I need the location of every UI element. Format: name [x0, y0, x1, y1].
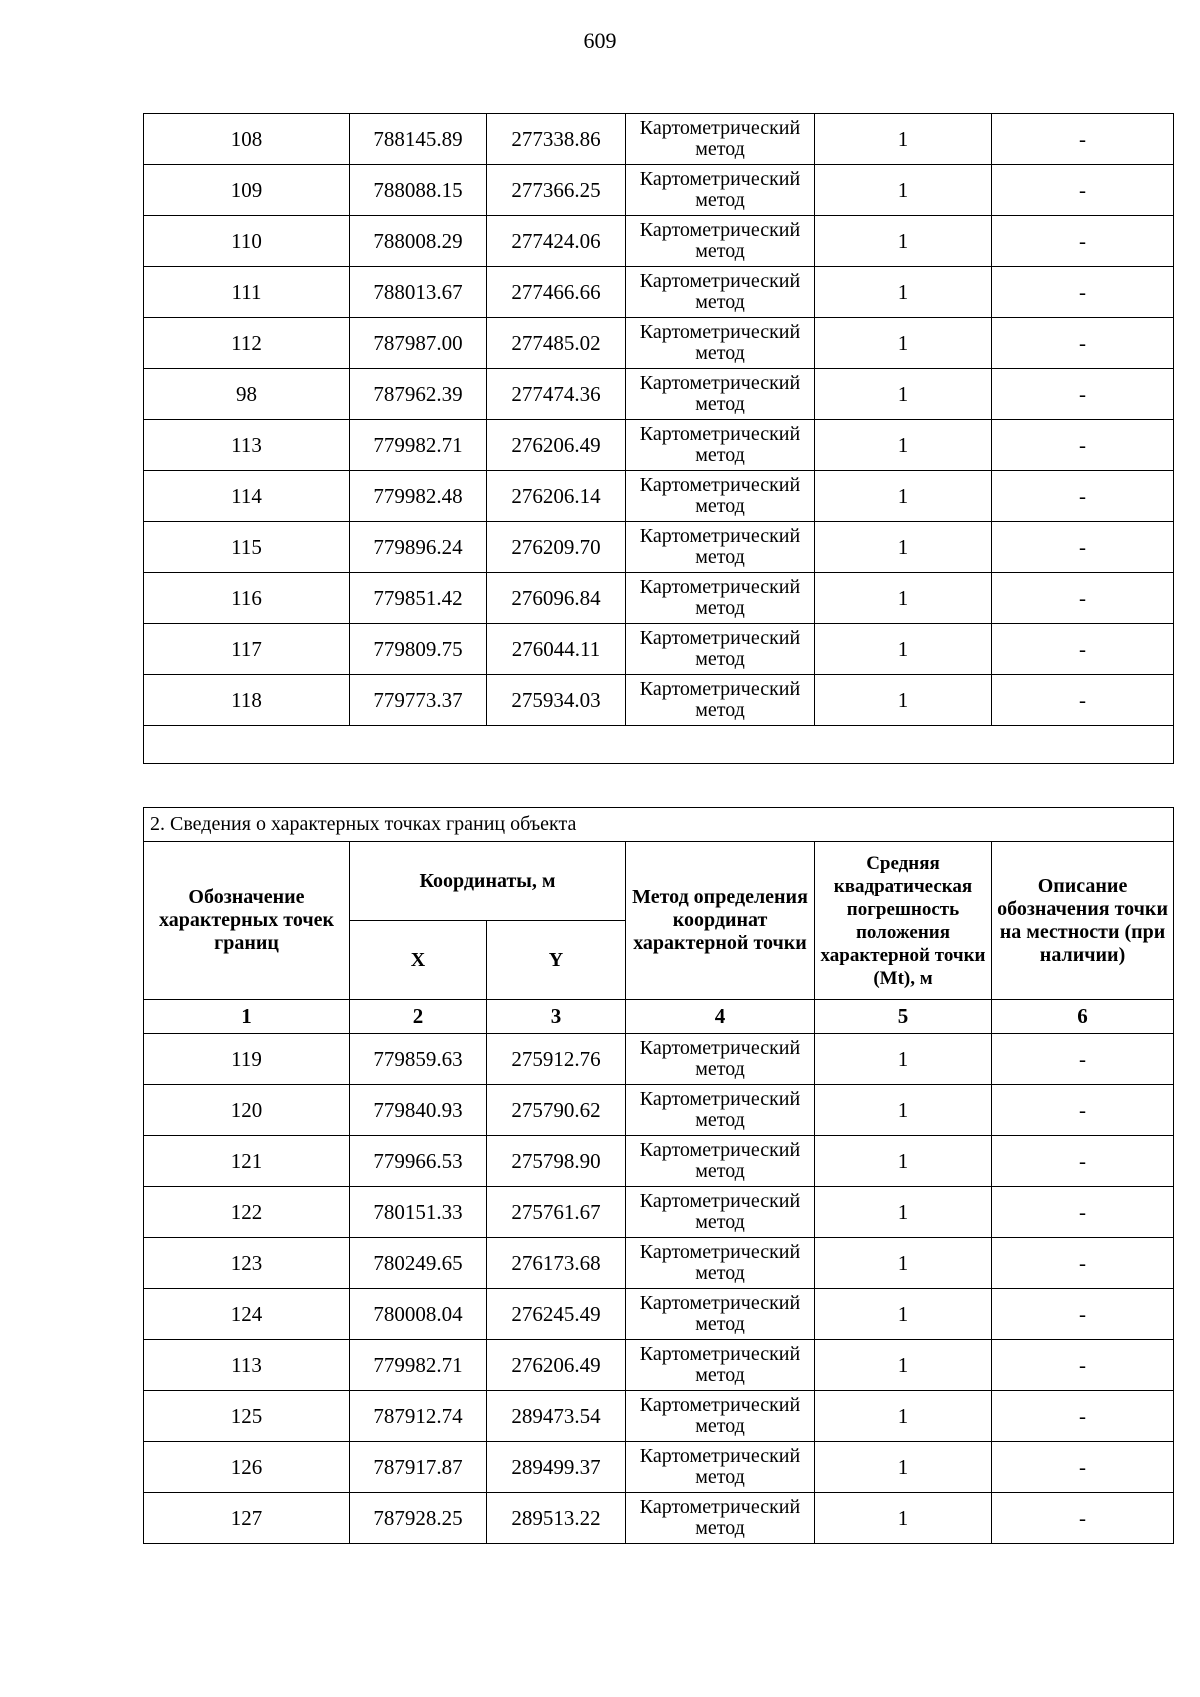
table-row — [144, 1289, 1174, 1340]
point-cell: 123 — [144, 1238, 350, 1289]
y-coordinate-cell: 277338.86 — [487, 114, 626, 165]
y-coordinate-cell: 276173.68 — [487, 1238, 626, 1289]
point-cell: 109 — [144, 165, 350, 216]
point-cell: 108 — [144, 114, 350, 165]
mean-error-cell: 1 — [815, 1238, 992, 1289]
table2-column-numbers-row — [144, 1000, 1174, 1034]
header-description: Описание обозначения точки на местности (при наличии) — [992, 842, 1174, 1000]
point-cell: 113 — [144, 1340, 350, 1391]
method-cell: Картометрический метод — [626, 624, 815, 675]
description-cell: - — [992, 1034, 1174, 1085]
x-coordinate-cell: 788008.29 — [350, 216, 487, 267]
y-coordinate-cell: 276245.49 — [487, 1289, 626, 1340]
table-row — [144, 1034, 1174, 1085]
x-coordinate-cell: 779982.71 — [350, 1340, 487, 1391]
column-number: 4 — [626, 1000, 815, 1034]
column-number: 1 — [144, 1000, 350, 1034]
mean-error-cell: 1 — [815, 1391, 992, 1442]
description-cell: - — [992, 1238, 1174, 1289]
method-cell: Картометрический метод — [626, 369, 815, 420]
point-cell: 127 — [144, 1493, 350, 1544]
header-y: Y — [487, 921, 626, 1000]
description-cell: - — [992, 1136, 1174, 1187]
x-coordinate-cell: 779859.63 — [350, 1034, 487, 1085]
y-coordinate-cell: 275761.67 — [487, 1187, 626, 1238]
y-coordinate-cell: 276206.49 — [487, 1340, 626, 1391]
y-coordinate-cell: 277485.02 — [487, 318, 626, 369]
x-coordinate-cell: 779982.48 — [350, 471, 487, 522]
description-cell: - — [992, 471, 1174, 522]
method-cell: Картометрический метод — [626, 522, 815, 573]
header-x: X — [350, 921, 487, 1000]
description-cell: - — [992, 624, 1174, 675]
mean-error-cell: 1 — [815, 471, 992, 522]
mean-error-cell: 1 — [815, 573, 992, 624]
mean-error-cell: 1 — [815, 522, 992, 573]
point-cell: 98 — [144, 369, 350, 420]
point-cell: 117 — [144, 624, 350, 675]
mean-error-cell: 1 — [815, 216, 992, 267]
table-row — [144, 1136, 1174, 1187]
y-coordinate-cell: 277466.66 — [487, 267, 626, 318]
table-row — [144, 573, 1174, 624]
x-coordinate-cell: 788088.15 — [350, 165, 487, 216]
y-coordinate-cell: 275912.76 — [487, 1034, 626, 1085]
method-cell: Картометрический метод — [626, 573, 815, 624]
boundary-points-table-continued — [143, 113, 1174, 764]
column-number: 5 — [815, 1000, 992, 1034]
y-coordinate-cell: 276206.14 — [487, 471, 626, 522]
table-row — [144, 1493, 1174, 1544]
x-coordinate-cell: 779809.75 — [350, 624, 487, 675]
mean-error-cell: 1 — [815, 1136, 992, 1187]
x-coordinate-cell: 779966.53 — [350, 1136, 487, 1187]
y-coordinate-cell: 277474.36 — [487, 369, 626, 420]
page-number: 609 — [583, 28, 617, 53]
table2-header-row — [144, 842, 1174, 921]
column-number: 3 — [487, 1000, 626, 1034]
description-cell: - — [992, 1187, 1174, 1238]
x-coordinate-cell: 787987.00 — [350, 318, 487, 369]
table1-footer-row — [144, 726, 1174, 764]
header-method: Метод определения координат характерной точки — [626, 842, 815, 1000]
mean-error-cell: 1 — [815, 1340, 992, 1391]
method-cell: Картометрический метод — [626, 1085, 815, 1136]
y-coordinate-cell: 276206.49 — [487, 420, 626, 471]
header-coordinates: Координаты, м — [350, 842, 626, 921]
x-coordinate-cell: 779773.37 — [350, 675, 487, 726]
description-cell: - — [992, 1442, 1174, 1493]
y-coordinate-cell: 289513.22 — [487, 1493, 626, 1544]
table-row — [144, 1391, 1174, 1442]
x-coordinate-cell: 780008.04 — [350, 1289, 487, 1340]
description-cell: - — [992, 420, 1174, 471]
point-cell: 124 — [144, 1289, 350, 1340]
y-coordinate-cell: 275798.90 — [487, 1136, 626, 1187]
x-coordinate-cell: 787962.39 — [350, 369, 487, 420]
point-cell: 120 — [144, 1085, 350, 1136]
y-coordinate-cell: 277424.06 — [487, 216, 626, 267]
table-row — [144, 1442, 1174, 1493]
method-cell: Картометрический метод — [626, 114, 815, 165]
x-coordinate-cell: 787917.87 — [350, 1442, 487, 1493]
table-row — [144, 1340, 1174, 1391]
y-coordinate-cell: 277366.25 — [487, 165, 626, 216]
column-number: 2 — [350, 1000, 487, 1034]
method-cell: Картометрический метод — [626, 1493, 815, 1544]
mean-error-cell: 1 — [815, 1493, 992, 1544]
x-coordinate-cell: 780151.33 — [350, 1187, 487, 1238]
table-row — [144, 267, 1174, 318]
method-cell: Картометрический метод — [626, 1442, 815, 1493]
description-cell: - — [992, 1085, 1174, 1136]
description-cell: - — [992, 1493, 1174, 1544]
table-row — [144, 318, 1174, 369]
point-cell: 118 — [144, 675, 350, 726]
point-cell: 113 — [144, 420, 350, 471]
point-cell: 125 — [144, 1391, 350, 1442]
table1-empty-footer-cell — [144, 726, 1174, 764]
y-coordinate-cell: 275934.03 — [487, 675, 626, 726]
point-cell: 121 — [144, 1136, 350, 1187]
x-coordinate-cell: 788145.89 — [350, 114, 487, 165]
method-cell: Картометрический метод — [626, 267, 815, 318]
method-cell: Картометрический метод — [626, 165, 815, 216]
description-cell: - — [992, 216, 1174, 267]
method-cell: Картометрический метод — [626, 1289, 815, 1340]
x-coordinate-cell: 779982.71 — [350, 420, 487, 471]
mean-error-cell: 1 — [815, 1289, 992, 1340]
x-coordinate-cell: 787912.74 — [350, 1391, 487, 1442]
mean-error-cell: 1 — [815, 1034, 992, 1085]
method-cell: Картометрический метод — [626, 471, 815, 522]
y-coordinate-cell: 289499.37 — [487, 1442, 626, 1493]
mean-error-cell: 1 — [815, 114, 992, 165]
table1-body — [144, 114, 1174, 726]
method-cell: Картометрический метод — [626, 216, 815, 267]
description-cell: - — [992, 1391, 1174, 1442]
y-coordinate-cell: 289473.54 — [487, 1391, 626, 1442]
x-coordinate-cell: 780249.65 — [350, 1238, 487, 1289]
mean-error-cell: 1 — [815, 318, 992, 369]
description-cell: - — [992, 1340, 1174, 1391]
table2-body — [144, 1034, 1174, 1544]
table-row — [144, 165, 1174, 216]
point-cell: 110 — [144, 216, 350, 267]
method-cell: Картометрический метод — [626, 675, 815, 726]
table-row — [144, 1085, 1174, 1136]
table-row — [144, 216, 1174, 267]
method-cell: Картометрический метод — [626, 420, 815, 471]
description-cell: - — [992, 114, 1174, 165]
mean-error-cell: 1 — [815, 1085, 992, 1136]
table-row — [144, 522, 1174, 573]
table-row — [144, 675, 1174, 726]
description-cell: - — [992, 318, 1174, 369]
x-coordinate-cell: 788013.67 — [350, 267, 487, 318]
y-coordinate-cell: 276044.11 — [487, 624, 626, 675]
table-row — [144, 471, 1174, 522]
method-cell: Картометрический метод — [626, 1340, 815, 1391]
mean-error-cell: 1 — [815, 675, 992, 726]
header-point-designation: Обозначение характерных точек границ — [144, 842, 350, 1000]
column-number: 6 — [992, 1000, 1174, 1034]
table-row — [144, 114, 1174, 165]
point-cell: 122 — [144, 1187, 350, 1238]
description-cell: - — [992, 369, 1174, 420]
point-cell: 126 — [144, 1442, 350, 1493]
mean-error-cell: 1 — [815, 420, 992, 471]
boundary-points-table — [143, 807, 1174, 1544]
point-cell: 114 — [144, 471, 350, 522]
point-cell: 111 — [144, 267, 350, 318]
table-row — [144, 624, 1174, 675]
point-cell: 112 — [144, 318, 350, 369]
x-coordinate-cell: 779851.42 — [350, 573, 487, 624]
mean-error-cell: 1 — [815, 1187, 992, 1238]
mean-error-cell: 1 — [815, 369, 992, 420]
method-cell: Картометрический метод — [626, 1136, 815, 1187]
y-coordinate-cell: 275790.62 — [487, 1085, 626, 1136]
y-coordinate-cell: 276209.70 — [487, 522, 626, 573]
point-cell: 115 — [144, 522, 350, 573]
method-cell: Картометрический метод — [626, 1034, 815, 1085]
method-cell: Картометрический метод — [626, 1391, 815, 1442]
description-cell: - — [992, 522, 1174, 573]
description-cell: - — [992, 267, 1174, 318]
mean-error-cell: 1 — [815, 267, 992, 318]
method-cell: Картометрический метод — [626, 318, 815, 369]
mean-error-cell: 1 — [815, 1442, 992, 1493]
description-cell: - — [992, 1289, 1174, 1340]
table-row — [144, 420, 1174, 471]
header-mean-square-error: Средняя квадратическая погрешность положения характерной точки (Mt), м — [815, 842, 992, 1000]
description-cell: - — [992, 165, 1174, 216]
x-coordinate-cell: 779840.93 — [350, 1085, 487, 1136]
description-cell: - — [992, 675, 1174, 726]
table-row — [144, 1187, 1174, 1238]
y-coordinate-cell: 276096.84 — [487, 573, 626, 624]
table-row — [144, 369, 1174, 420]
method-cell: Картометрический метод — [626, 1187, 815, 1238]
description-cell: - — [992, 573, 1174, 624]
x-coordinate-cell: 787928.25 — [350, 1493, 487, 1544]
x-coordinate-cell: 779896.24 — [350, 522, 487, 573]
table-row — [144, 1238, 1174, 1289]
mean-error-cell: 1 — [815, 165, 992, 216]
mean-error-cell: 1 — [815, 624, 992, 675]
point-cell: 119 — [144, 1034, 350, 1085]
point-cell: 116 — [144, 573, 350, 624]
method-cell: Картометрический метод — [626, 1238, 815, 1289]
table2-section-title: 2. Сведения о характерных точках границ объекта — [144, 808, 1174, 842]
table2-title-row — [144, 808, 1174, 842]
